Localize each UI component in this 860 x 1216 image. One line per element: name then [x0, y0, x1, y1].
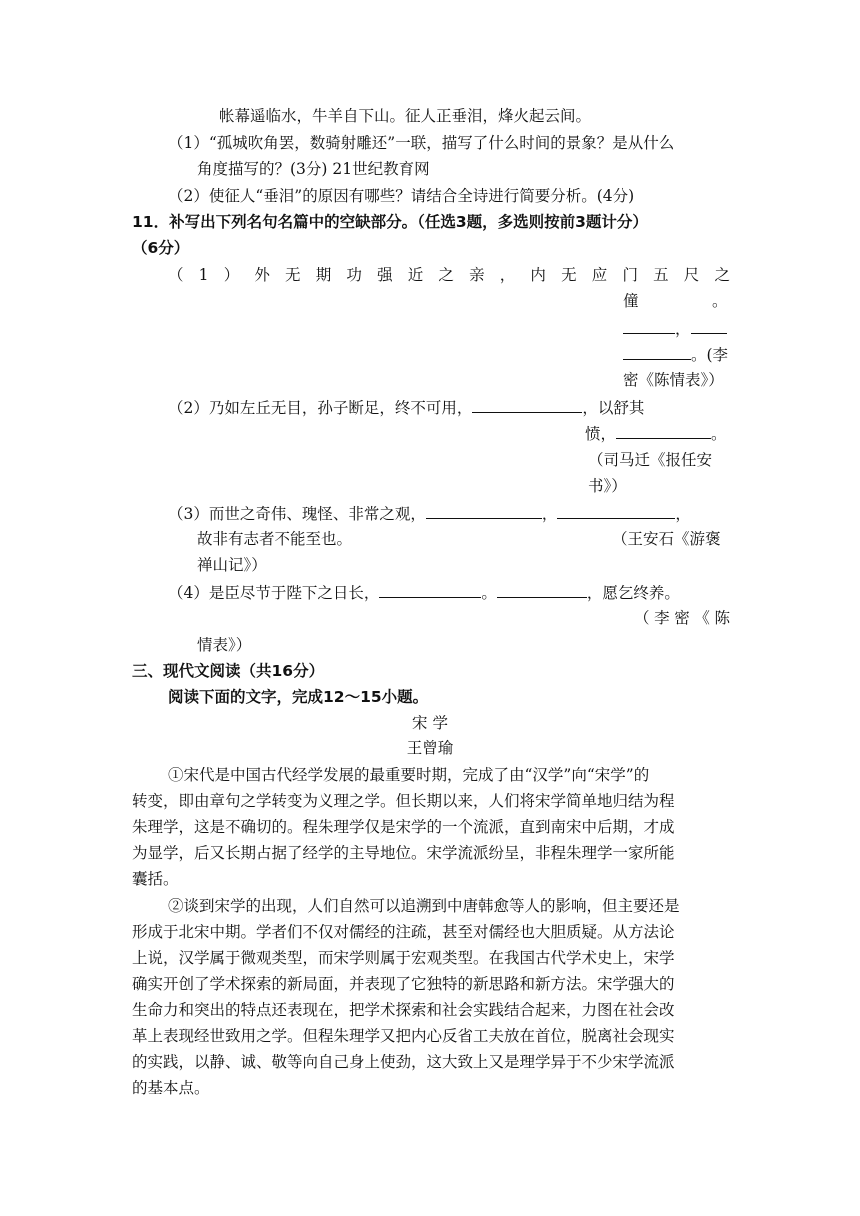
- fill-4-source-1: [634, 607, 730, 629]
- fill-3-text: （3）而世之奇伟、瑰怪、非常之观，: [168, 505, 426, 523]
- fill-4-source-char: 李: [654, 609, 670, 627]
- fill-3-source-1: （王安石《游褒: [612, 530, 721, 548]
- fill-1-source: 密《陈情表》）: [623, 371, 724, 389]
- fill-1-char: 外: [254, 266, 270, 284]
- fill-4-text: ，愿乞终养。: [586, 584, 680, 602]
- answer-blank[interactable]: [557, 502, 675, 519]
- paragraph-2-line: 上说，汉学属于微观类型，而宋学则属于宏观类型。在我国古代学术史上，宋学: [132, 949, 675, 967]
- fill-1-char: 功: [346, 266, 362, 284]
- fill-1-line-2-end: 。: [712, 292, 728, 310]
- answer-blank[interactable]: [426, 502, 542, 519]
- fill-1-char: 内: [530, 266, 546, 284]
- section-3-heading: 三、现代文阅读（共16分）: [132, 662, 325, 680]
- fill-3-line-2: 故非有志者不能至也。: [197, 530, 353, 548]
- paragraph-2-line: ②谈到宋学的出现，人们自然可以追溯到中唐韩愈等人的影响，但主要还是: [168, 897, 680, 915]
- fill-1-char: 五: [653, 266, 669, 284]
- paragraph-2-line: 形成于北宋中期。学者们不仅对儒经的注疏，甚至对儒经也大胆质疑。从方法论: [132, 923, 675, 941]
- fill-1-char: 近: [407, 266, 424, 284]
- fill-4-source-char: 《: [694, 609, 710, 627]
- answer-blank[interactable]: [379, 581, 481, 598]
- fill-2-text: 愤，: [585, 425, 617, 443]
- fill-1-char: 尺: [683, 266, 700, 284]
- fill-1-char: 门: [622, 266, 638, 284]
- fill-1-line-3: [623, 317, 727, 340]
- poem-last-line: 帐幕遥临水，牛羊自下山。征人正垂泪，烽火起云间。: [219, 107, 592, 125]
- fill-1-line-1: [168, 264, 730, 286]
- question-10-1-line-2: 角度描写的？(3分) 21世纪教育网: [197, 160, 430, 178]
- fill-4-line-1: [168, 581, 680, 604]
- fill-1-char: 无: [561, 266, 577, 284]
- fill-4-text: （4）是臣尽节于陛下之日长，: [168, 584, 380, 602]
- fill-1-char: 亲: [469, 266, 485, 284]
- paragraph-1-line: 转变，即由章句之学转变为义理之学。但长期以来，人们将宋学简单地归结为程: [132, 792, 675, 810]
- answer-blank[interactable]: [472, 396, 582, 413]
- answer-blank[interactable]: [623, 317, 675, 334]
- fill-2-text: 。: [711, 425, 727, 443]
- question-11-heading: 11．补写出下列名句名篇中的空缺部分。（任选3题，多选则按前3题计分）: [132, 213, 648, 231]
- fill-2-text: （2）乃如左丘无目，孙子断足，终不可用，: [168, 399, 473, 417]
- fill-4-source-char: （: [634, 609, 650, 627]
- paragraph-1-line: 囊括。: [132, 870, 179, 888]
- fill-1-source-start: 。(李: [691, 346, 729, 364]
- paragraph-2-line: 革上表现经世致用之学。但程朱理学又把内心反省工夫放在首位，脱离社会现实: [132, 1027, 675, 1045]
- paragraph-2-line: 的基本点。: [132, 1079, 210, 1097]
- paragraph-2-line: 生命力和突出的特点还表现在，把学术探索和社会实践结合起来，力图在社会改: [132, 1001, 675, 1019]
- fill-1-char: ）: [223, 266, 240, 284]
- paragraph-1-line: 朱理学，这是不确切的。程朱理学仅是宋学的一个流派，直到南宋中后期，才成: [132, 818, 675, 836]
- answer-blank[interactable]: [623, 343, 691, 360]
- fill-2-line-2: [585, 422, 727, 445]
- fill-3-source-2: 禅山记》）: [197, 556, 267, 574]
- answer-blank[interactable]: [616, 422, 711, 439]
- paragraph-1-line: ①宋代是中国古代经学发展的最重要时期，完成了由“汉学”向“宋学”的: [168, 766, 650, 784]
- paragraph-1-line: 为显学，后又长期占据了经学的主导地位。宋学流派纷呈，非程朱理学一家所能: [132, 844, 675, 862]
- question-10-1-line-1: （1）“孤城吹角罢，数骑射雕还”一联，描写了什么时间的景象？是从什么: [168, 134, 675, 152]
- fill-1-char: 强: [377, 266, 393, 284]
- fill-4-source-char: 陈: [714, 609, 730, 627]
- fill-1-line-4: [623, 343, 728, 366]
- fill-2-line-1: [168, 396, 644, 419]
- fill-3-text: ，: [675, 505, 691, 523]
- answer-blank[interactable]: [497, 581, 587, 598]
- fill-1-char: 之: [438, 266, 454, 284]
- fill-2-text: ，以舒其: [582, 399, 645, 417]
- question-10-2: （2）使征人“垂泪”的原因有哪些？请结合全诗进行简要分析。(4分): [168, 187, 635, 205]
- fill-4-text: 。: [481, 584, 497, 602]
- fill-1-char: 应: [591, 266, 608, 284]
- article-title: 宋 学: [412, 714, 448, 732]
- fill-1-char: 期: [315, 266, 332, 284]
- fill-3-line-1: [168, 502, 691, 525]
- fill-1-char: ，: [499, 266, 516, 284]
- answer-blank[interactable]: [691, 317, 727, 334]
- section-3-instruction: 阅读下面的文字，完成12～15小题。: [168, 688, 429, 706]
- paragraph-2-line: 确实开创了学术探索的新局面，并表现了它独特的新思路和新方法。宋学强大的: [132, 975, 675, 993]
- comma: ，: [675, 320, 691, 338]
- fill-4-source-char: 密: [674, 609, 690, 627]
- fill-2-source-1: （司马迁《报任安: [588, 451, 713, 469]
- fill-3-text: ，: [541, 505, 558, 523]
- fill-1-char: 之: [714, 266, 730, 284]
- fill-4-source-2: 情表》）: [197, 636, 252, 654]
- paragraph-2-line: 的实践，以静、诚、敬等向自己身上使劲，这大致上又是理学异于不少宋学流派: [132, 1053, 675, 1071]
- fill-2-source-2: 书》）: [588, 477, 627, 495]
- fill-1-char: 1: [198, 266, 209, 284]
- fill-1-char: （: [168, 266, 184, 284]
- fill-1-line-2-start: 僮: [623, 292, 639, 310]
- fill-1-char: 无: [285, 266, 301, 284]
- question-11-points: （6分）: [132, 239, 190, 257]
- article-author: 王曾瑜: [406, 739, 454, 757]
